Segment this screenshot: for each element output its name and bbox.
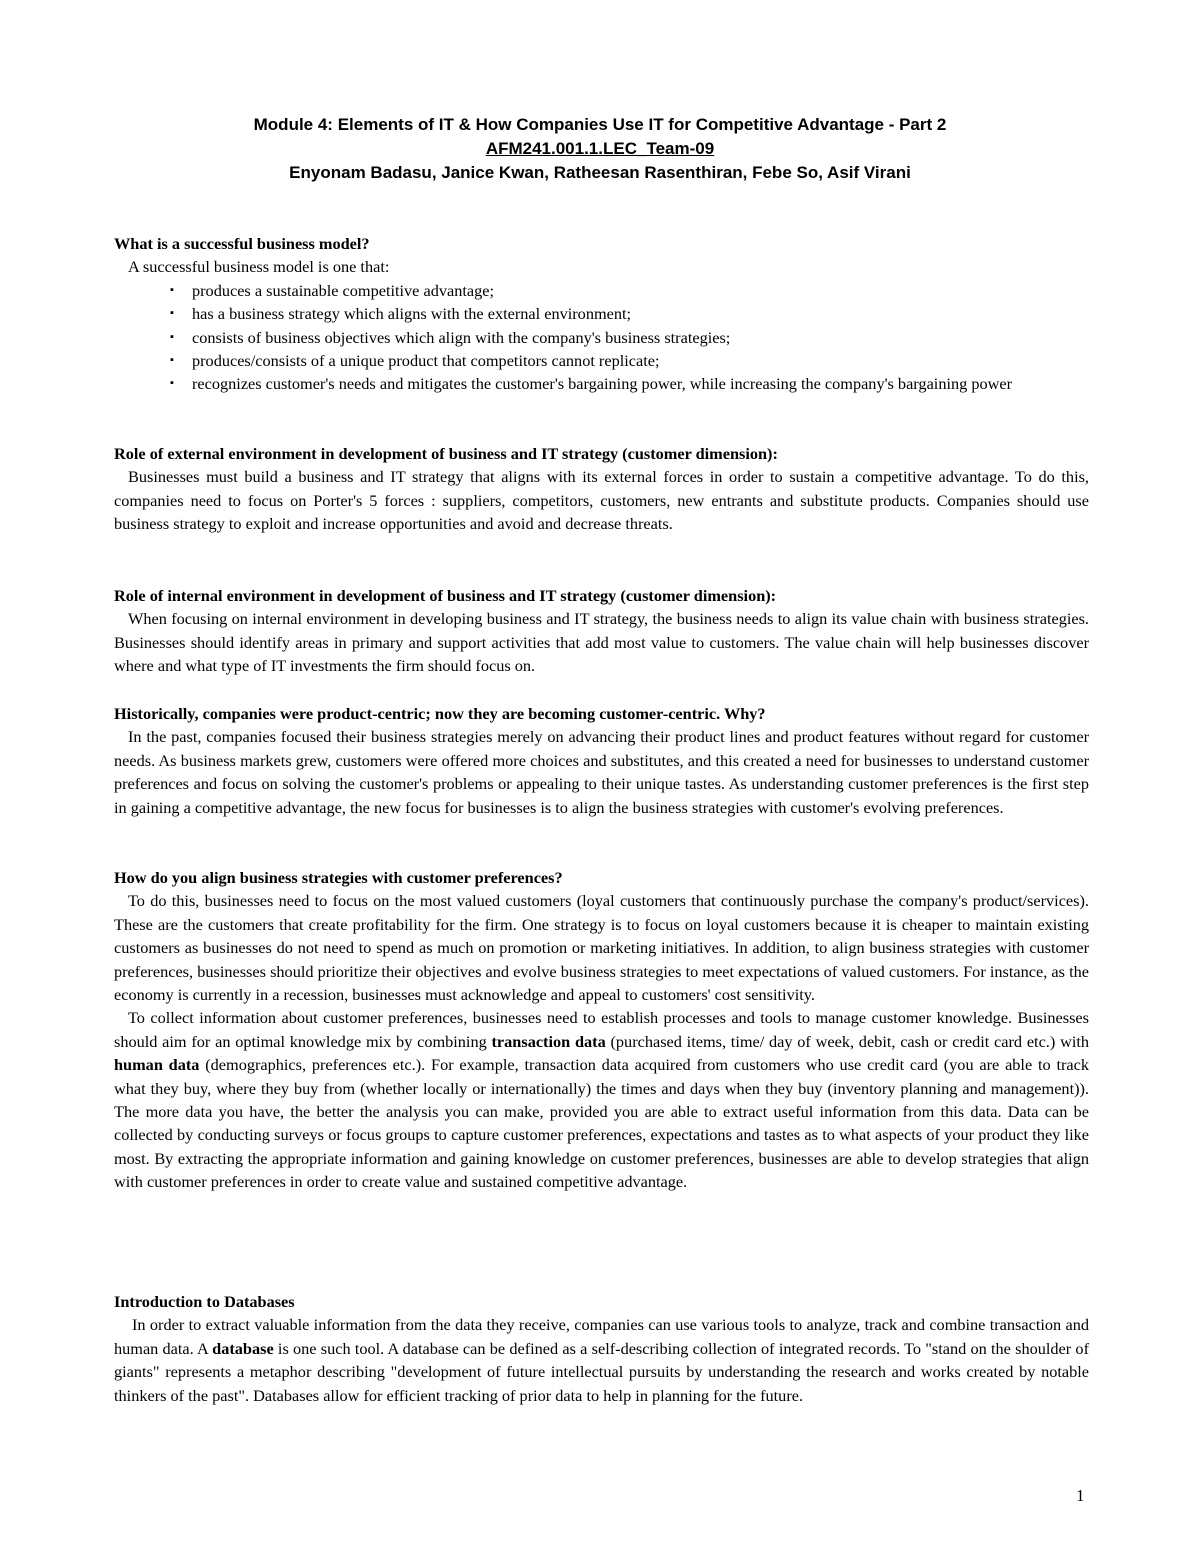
text-run: (purchased items, time/ day of week, debit, cash or credit card etc.) with (605, 1031, 1090, 1051)
section-paragraph: In the past, companies focused their business strategies merely on advancing their product lines and product features without regard for customer needs. As business markets grew, customers were offered more choices and substitutes, and this created a need for businesses to understand customer preferences and focus on solving the customer's problems or appealing to their unique tastes. As understanding customer preferences is the first step in gaining a competitive advantage, the new focus for businesses is to align the business strategies with customer's evolving preferences. (114, 727, 1089, 817)
bullet-list (114, 279, 1089, 396)
term-database: database (212, 1338, 274, 1358)
section-paragraph (114, 1313, 1089, 1407)
section-paragraph: When focusing on internal environment in developing business and IT strategy, the business needs to align its value chain with business strategies. Businesses should identify areas in primary and support activities that add most value to customers. The value chain will help businesses discover where and what type of IT investments the firm should focus on. (114, 609, 1089, 676)
list-item: ▪ produces/consists of a unique product that competitors cannot replicate; (192, 349, 1089, 372)
list-item: ▪ produces a sustainable competitive advantage; (192, 279, 1089, 302)
text-run: is one such tool. A database can be defined as a self-describing collection of integrated records. To "stand on the shoulder of giants" represents a metaphor describing "development of future intellectual pursuits by understanding the research and works created by notable thinkers of the past". Databases allow for efficient tracking of prior data to help in planning for the future. (114, 1338, 1089, 1405)
section-business-model (114, 232, 1089, 396)
document-header (0, 113, 1200, 185)
section-paragraph: Businesses must build a business and IT strategy that aligns with its external forces in order to sustain a competitive advantage. To do this, companies need to focus on Porter's 5 forces : suppliers, competitors, customers, new entrants and substitute products. Companies should use business strategy to exploit and increase opportunities and avoid and decrease threats. (114, 467, 1089, 534)
term-human-data: human data (114, 1055, 200, 1075)
section-heading: Role of internal environment in development of business and IT strategy (customer dimension): (114, 586, 777, 605)
section-intro: A successful business model is one that: (128, 257, 390, 277)
term-transaction-data: transaction data (491, 1031, 606, 1051)
section-heading: How do you align business strategies with customer preferences? (114, 868, 563, 887)
section-paragraph (114, 1006, 1089, 1193)
section-align (114, 866, 1089, 1194)
section-databases (114, 1290, 1089, 1407)
text-run: In order to extract valuable information from the data they receive, companies can use various tools to analyze, track and combine transaction and human data. A (114, 1315, 1089, 1358)
section-heading: What is a successful business model? (114, 234, 370, 253)
page-number: 1 (1076, 1486, 1085, 1505)
section-heading: Historically, companies were product-centric; now they are becoming customer-centric. Why? (114, 704, 766, 723)
text-run: (demographics, preferences etc.). For example, transaction data acquired from customers who use credit card (you are able to track what they buy, where they buy from (whether locally or internationally) the times and days when they buy (inventory planning and management)). The more data you have, the better the analysis you can make, provided you are able to extract useful information from this data. Data can be collected by conducting surveys or focus groups to capture customer preferences, expectations and tastes as to what aspects of your product they like most. By extracting the appropriate information and gaining knowledge on customer preferences, businesses are able to develop strategies that align with customer preferences in order to create value and sustained competitive advantage. (114, 1055, 1089, 1192)
section-internal (114, 584, 1089, 678)
list-item: ▪ consists of business objectives which align with the company's business strategies; (192, 326, 1089, 349)
document-title: Module 4: Elements of IT & How Companies Use IT for Competitive Advantage - Part 2 (253, 115, 947, 134)
list-item: ▪ has a business strategy which aligns with the external environment; (192, 302, 1089, 325)
section-heading: Role of external environment in development of business and IT strategy (customer dimension): (114, 444, 778, 463)
section-paragraph: To do this, businesses need to focus on the most valued customers (loyal customers that continuously purchase the company's product/services). These are the customers that create profitability for the firm. One strategy is to focus on loyal customers because it is cheaper to maintain existing customers as businesses do not need to spend as much on promotion or marketing initiatives. In addition, to align business strategies with customer preferences, businesses should prioritize their objectives and evolve business strategies to meet expectations of valued customers. For instance, as the economy is currently in a recession, businesses must acknowledge and appeal to customers' cost sensitivity. (114, 891, 1089, 1005)
section-external (114, 442, 1089, 536)
course-code: AFM241.001.1.LEC_Team-09 (485, 139, 715, 158)
text-run: To collect information about customer preferences, businesses need to establish processes and tools to manage customer knowledge. Businesses should aim for an optimal knowledge mix by combining (114, 1008, 1089, 1051)
author-list: Enyonam Badasu, Janice Kwan, Ratheesan Rasenthiran, Febe So, Asif Virani (289, 163, 911, 182)
list-item: ▪ recognizes customer's needs and mitigates the customer's bargaining power, while increasing the company's bargaining power (192, 372, 1089, 395)
section-historical (114, 702, 1089, 819)
section-heading: Introduction to Databases (114, 1292, 295, 1311)
